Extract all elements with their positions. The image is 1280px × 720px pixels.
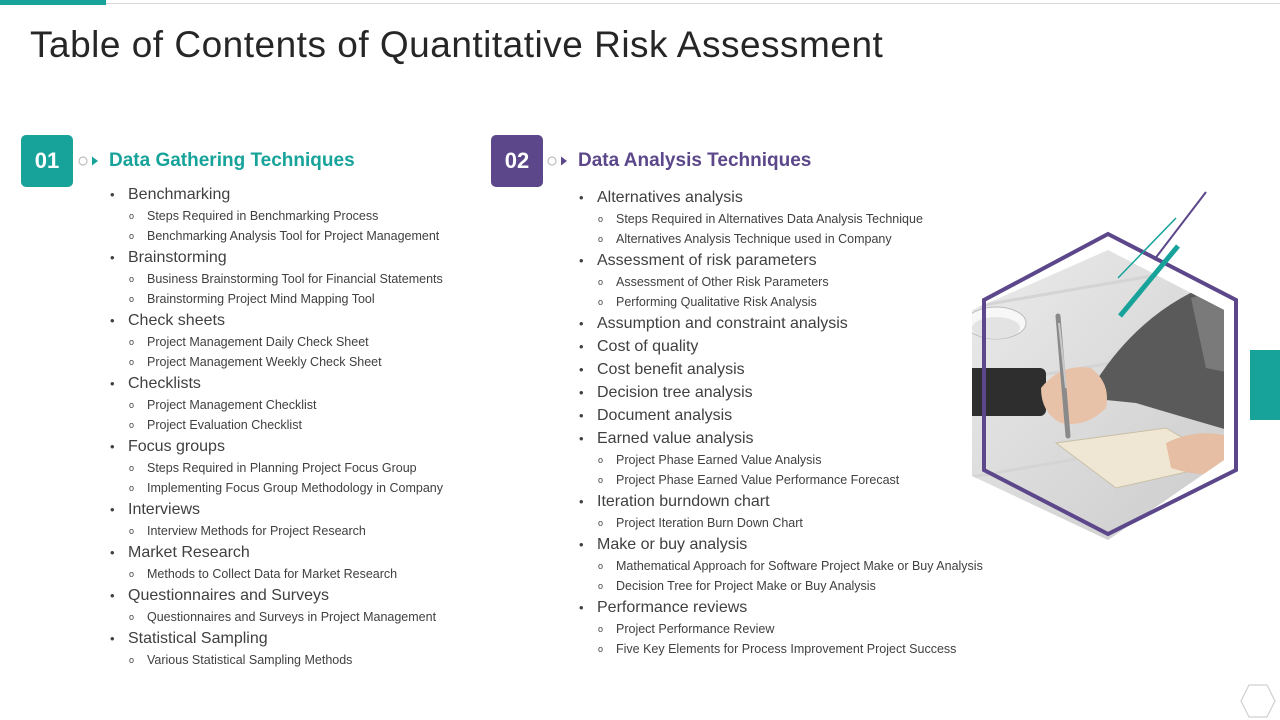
bullet-icon: • bbox=[110, 313, 115, 328]
sub-list-item-label: Questionnaires and Surveys in Project Management bbox=[147, 610, 437, 624]
list-item bbox=[110, 183, 443, 206]
sub-bullet-icon: o bbox=[598, 234, 604, 244]
list-item-label: Iteration burndown chart bbox=[597, 492, 770, 510]
sub-list-item-label: Project Performance Review bbox=[616, 622, 775, 636]
sub-bullet-icon: o bbox=[129, 569, 135, 579]
sub-bullet-icon: o bbox=[598, 644, 604, 654]
bullet-icon: • bbox=[110, 250, 115, 265]
bullet-icon: • bbox=[110, 376, 115, 391]
sub-list-item bbox=[110, 458, 443, 478]
sub-list-item-label: Interview Methods for Project Research bbox=[147, 524, 366, 538]
section-number-badge-01: 01 bbox=[21, 135, 73, 187]
connector-arrow-icon bbox=[547, 155, 569, 167]
sub-list-item-label: Project Evaluation Checklist bbox=[147, 418, 302, 432]
bullet-icon: • bbox=[579, 537, 584, 552]
list-item-label: Performance reviews bbox=[597, 598, 748, 616]
sub-list-item bbox=[110, 607, 443, 627]
list-item bbox=[579, 335, 983, 358]
list-item-label: Check sheets bbox=[128, 311, 225, 329]
bullet-icon: • bbox=[579, 316, 584, 331]
list-item-label: Market Research bbox=[128, 543, 250, 561]
section-number-badge-02: 02 bbox=[491, 135, 543, 187]
list-item-label: Decision tree analysis bbox=[597, 383, 753, 401]
list-item bbox=[579, 381, 983, 404]
list-item bbox=[579, 312, 983, 335]
sub-bullet-icon: o bbox=[129, 357, 135, 367]
sub-list-item-label: Business Brainstorming Tool for Financial Statements bbox=[147, 272, 443, 286]
sub-bullet-icon: o bbox=[129, 211, 135, 221]
sub-list-item-label: Project Iteration Burn Down Chart bbox=[616, 516, 803, 530]
sub-list-item-label: Project Phase Earned Value Analysis bbox=[616, 453, 822, 467]
sub-bullet-icon: o bbox=[129, 231, 135, 241]
list-item-label: Benchmarking bbox=[128, 185, 231, 203]
sub-bullet-icon: o bbox=[598, 455, 604, 465]
bullet-icon: • bbox=[110, 631, 115, 646]
list-item bbox=[110, 498, 443, 521]
sub-list-item-label: Assessment of Other Risk Parameters bbox=[616, 275, 829, 289]
sub-list-item bbox=[579, 450, 983, 470]
sub-list-item-label: Brainstorming Project Mind Mapping Tool bbox=[147, 292, 375, 306]
sub-list-item bbox=[110, 564, 443, 584]
sub-list-item bbox=[579, 209, 983, 229]
sub-list-item bbox=[110, 650, 443, 670]
sub-bullet-icon: o bbox=[598, 624, 604, 634]
list-item bbox=[110, 246, 443, 269]
section-heading-data-gathering: Data Gathering Techniques bbox=[109, 150, 355, 171]
list-item bbox=[110, 627, 443, 650]
sub-list-item-label: Performing Qualitative Risk Analysis bbox=[616, 295, 817, 309]
sub-list-item bbox=[579, 229, 983, 249]
sub-list-item-label: Steps Required in Planning Project Focus Group bbox=[147, 461, 417, 475]
list-item bbox=[110, 541, 443, 564]
connector-arrow-icon bbox=[78, 155, 100, 167]
list-item bbox=[579, 186, 983, 209]
sub-list-item bbox=[110, 289, 443, 309]
sub-list-item bbox=[579, 556, 983, 576]
sub-list-item bbox=[110, 478, 443, 498]
bullet-icon: • bbox=[110, 187, 115, 202]
list-item-label: Earned value analysis bbox=[597, 429, 754, 447]
list-item-label: Checklists bbox=[128, 374, 201, 392]
bullet-icon: • bbox=[579, 408, 584, 423]
sub-list-item-label: Project Management Checklist bbox=[147, 398, 317, 412]
list-item-label: Interviews bbox=[128, 500, 201, 518]
bullet-icon: • bbox=[579, 385, 584, 400]
sub-list-item-label: Steps Required in Benchmarking Process bbox=[147, 209, 379, 223]
list-item bbox=[579, 358, 983, 381]
sub-list-item-label: Five Key Elements for Process Improvement Project Success bbox=[616, 642, 957, 656]
bullet-icon: • bbox=[579, 494, 584, 509]
list-item bbox=[579, 427, 983, 450]
list-item bbox=[579, 249, 983, 272]
sub-list-item bbox=[579, 576, 983, 596]
sub-bullet-icon: o bbox=[129, 612, 135, 622]
list-item-label: Document analysis bbox=[597, 406, 733, 424]
bullet-icon: • bbox=[579, 253, 584, 268]
sub-list-item-label: Methods to Collect Data for Market Research bbox=[147, 567, 398, 581]
list-item bbox=[110, 584, 443, 607]
sub-list-item bbox=[579, 470, 983, 490]
sub-bullet-icon: o bbox=[598, 277, 604, 287]
sub-bullet-icon: o bbox=[129, 655, 135, 665]
list-item bbox=[579, 596, 983, 619]
sub-bullet-icon: o bbox=[129, 337, 135, 347]
list-item-label: Make or buy analysis bbox=[597, 535, 748, 553]
list-item bbox=[579, 533, 983, 556]
sub-list-item-label: Project Management Daily Check Sheet bbox=[147, 335, 369, 349]
writing-hand-photo-icon bbox=[966, 188, 1256, 543]
sub-list-item bbox=[579, 292, 983, 312]
list-item bbox=[110, 435, 443, 458]
sub-bullet-icon: o bbox=[598, 581, 604, 591]
sub-list-item bbox=[110, 521, 443, 541]
top-accent-bar bbox=[0, 0, 106, 5]
bullet-icon: • bbox=[110, 439, 115, 454]
sub-list-item-label: Alternatives Analysis Technique used in Company bbox=[616, 232, 892, 246]
sub-bullet-icon: o bbox=[598, 518, 604, 528]
sub-list-item-label: Implementing Focus Group Methodology in Company bbox=[147, 481, 443, 495]
sub-list-item-label: Benchmarking Analysis Tool for Project Management bbox=[147, 229, 440, 243]
sub-bullet-icon: o bbox=[129, 274, 135, 284]
data-gathering-list bbox=[110, 183, 443, 670]
list-item-label: Focus groups bbox=[128, 437, 225, 455]
sub-list-item bbox=[579, 513, 983, 533]
sub-list-item bbox=[579, 639, 983, 659]
sub-list-item-label: Steps Required in Alternatives Data Analysis Technique bbox=[616, 212, 923, 226]
sub-list-item bbox=[110, 395, 443, 415]
list-item-label: Assessment of risk parameters bbox=[597, 251, 817, 269]
sub-bullet-icon: o bbox=[129, 400, 135, 410]
sub-bullet-icon: o bbox=[129, 420, 135, 430]
section-heading-data-analysis: Data Analysis Techniques bbox=[578, 150, 812, 171]
top-divider-line bbox=[106, 3, 1280, 4]
bullet-icon: • bbox=[579, 600, 584, 615]
page-title: Table of Contents of Quantitative Risk Assessment bbox=[30, 24, 884, 65]
bullet-icon: • bbox=[110, 545, 115, 560]
sub-bullet-icon: o bbox=[129, 526, 135, 536]
bullet-icon: • bbox=[110, 588, 115, 603]
list-item-label: Statistical Sampling bbox=[128, 629, 268, 647]
bullet-icon: • bbox=[110, 502, 115, 517]
list-item-label: Cost of quality bbox=[597, 337, 699, 355]
sub-list-item-label: Various Statistical Sampling Methods bbox=[147, 653, 353, 667]
sub-bullet-icon: o bbox=[598, 561, 604, 571]
list-item-label: Assumption and constraint analysis bbox=[597, 314, 848, 332]
sub-bullet-icon: o bbox=[598, 214, 604, 224]
sub-bullet-icon: o bbox=[129, 463, 135, 473]
sub-list-item bbox=[110, 226, 443, 246]
bullet-icon: • bbox=[579, 431, 584, 446]
bullet-icon: • bbox=[579, 339, 584, 354]
sub-list-item bbox=[110, 415, 443, 435]
bullet-icon: • bbox=[579, 190, 584, 205]
data-analysis-list bbox=[579, 186, 983, 659]
sub-list-item bbox=[110, 332, 443, 352]
list-item bbox=[110, 372, 443, 395]
sub-list-item-label: Mathematical Approach for Software Project Make or Buy Analysis bbox=[616, 559, 983, 573]
hexagon-outline-icon bbox=[1240, 684, 1276, 718]
list-item bbox=[110, 309, 443, 332]
sub-list-item bbox=[110, 269, 443, 289]
list-item-label: Questionnaires and Surveys bbox=[128, 586, 329, 604]
list-item bbox=[579, 404, 983, 427]
sub-list-item-label: Decision Tree for Project Make or Buy Analysis bbox=[616, 579, 876, 593]
sub-list-item bbox=[579, 272, 983, 292]
list-item-label: Brainstorming bbox=[128, 248, 227, 266]
sub-bullet-icon: o bbox=[129, 483, 135, 493]
sub-bullet-icon: o bbox=[129, 294, 135, 304]
list-item bbox=[579, 490, 983, 513]
list-item-label: Alternatives analysis bbox=[597, 188, 743, 206]
sub-list-item bbox=[579, 619, 983, 639]
sub-bullet-icon: o bbox=[598, 475, 604, 485]
sub-list-item bbox=[110, 206, 443, 226]
sub-list-item-label: Project Management Weekly Check Sheet bbox=[147, 355, 382, 369]
sub-list-item-label: Project Phase Earned Value Performance Forecast bbox=[616, 473, 900, 487]
sub-list-item bbox=[110, 352, 443, 372]
list-item-label: Cost benefit analysis bbox=[597, 360, 745, 378]
bullet-icon: • bbox=[579, 362, 584, 377]
sub-bullet-icon: o bbox=[598, 297, 604, 307]
